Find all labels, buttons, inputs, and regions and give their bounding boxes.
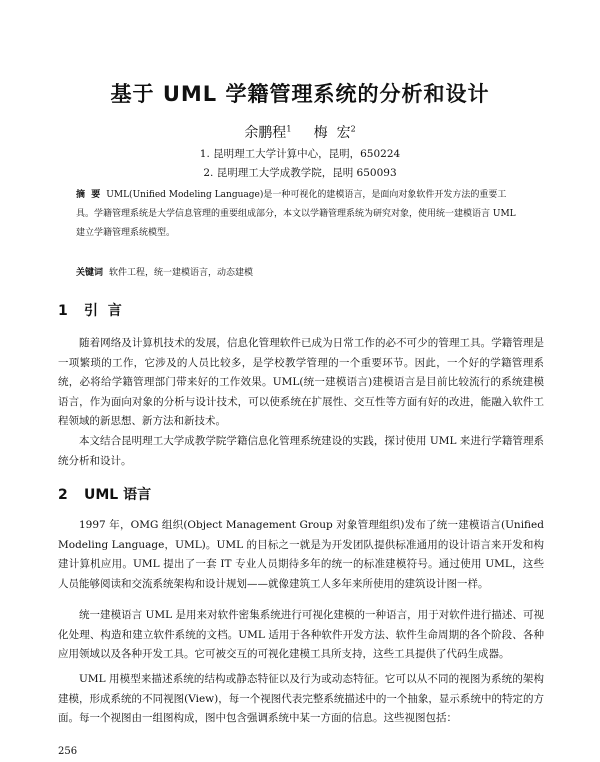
- section-heading-1: [58, 300, 122, 320]
- section-number: 1: [58, 303, 68, 319]
- section-number: 2: [58, 487, 68, 503]
- paragraph: 统一建模语言 UML 是用来对软件密集系统进行可视化建模的一种语言，用于对软件进行描述、可视化处理、构造和建立软件系统的文档。UML 适用于各种软件开发方法、软件生命周期的各个阶段、各种应用领域以及各种开发工具。它可被交互的可视化建模工具所支持，这些工具提供了代码生成器。: [58, 609, 544, 660]
- author-1: 余鹏程: [244, 125, 287, 141]
- section-title: 引 言: [84, 303, 122, 319]
- paragraph: UML 用模型来描述系统的结构或静态特征以及行为或动态特征。它可以从不同的视图为系统的架构建模，形成系统的不同视图(View)，每一个视图代表完整系统描述中的一个抽象，显示系统中的特定的方面。每一个视图由一组图构成，图中包含强调系统中某一方面的信息。这些视图包括：: [58, 673, 544, 724]
- keywords-label: 关键词: [76, 268, 104, 278]
- author-line: [0, 122, 600, 142]
- abstract-label: 摘 要: [76, 190, 101, 200]
- section-title: UML 语言: [84, 487, 152, 503]
- abstract: [76, 186, 516, 243]
- affiliation-2: 2. 昆明理工大学成教学院，昆明 650093: [203, 167, 397, 179]
- paragraph: 随着网络及计算机技术的发展，信息化管理软件已成为日常工作的必不可少的管理工具。学籍管理是一项繁琐的工作，它涉及的人员比较多，是学校教学管理的一个重要环节。因此，一个好的学籍管理系统，必将给学籍管理部门带来好的工作效果。UML(统一建模语言)建模语言是目前比较流行的系统建模语言，作为面向对象的分析与设计技术，可以使系统在扩展性、交互性等方面有好的改进，能融入软件工程领域的新思想、新方法和新技术。: [58, 337, 544, 427]
- paragraph: 本文结合昆明理工大学成教学院学籍信息化管理系统建设的实践，探讨使用 UML 来进行学籍管理系统分析和设计。: [58, 435, 544, 467]
- keywords: [76, 265, 516, 278]
- paper-title: 基于 UML 学籍管理系统的分析和设计: [110, 82, 490, 106]
- author-1-affil-mark: 1: [286, 124, 292, 134]
- author-2: 梅 宏: [313, 125, 351, 141]
- paragraph: 1997 年，OMG 组织(Object Management Group 对象管理组织)发布了统一建模语言(Unified Modeling Language，UML)。UML 的目标之一就是为开发团队提供标准通用的设计语言来开发和构建计算机应用。UML 提出了一套 IT 专业人员期待多年的统一的标准建模符号。通过使用 UML，这些人员能够阅读和交流系统架构和设计规划——就像建筑工人多年来所使用的建筑设计图一样。: [58, 519, 544, 590]
- section-heading-2: [58, 484, 151, 504]
- abstract-text: UML(Unified Modeling Language)是一种可视化的建模语言，是面向对象软件开发方法的重要工具。学籍管理系统是大学信息管理的重要组成部分，本文以学籍管理系统为研究对象，使用统一建模语言 UML 建立学籍管理系统模型。: [76, 190, 516, 238]
- affiliation-1: 1. 昆明理工大学计算中心，昆明，650224: [199, 148, 401, 160]
- keywords-text: 软件工程，统一建模语言，动态建模: [109, 268, 254, 278]
- author-2-affil-mark: 2: [350, 124, 356, 134]
- page-number: 256: [58, 746, 78, 757]
